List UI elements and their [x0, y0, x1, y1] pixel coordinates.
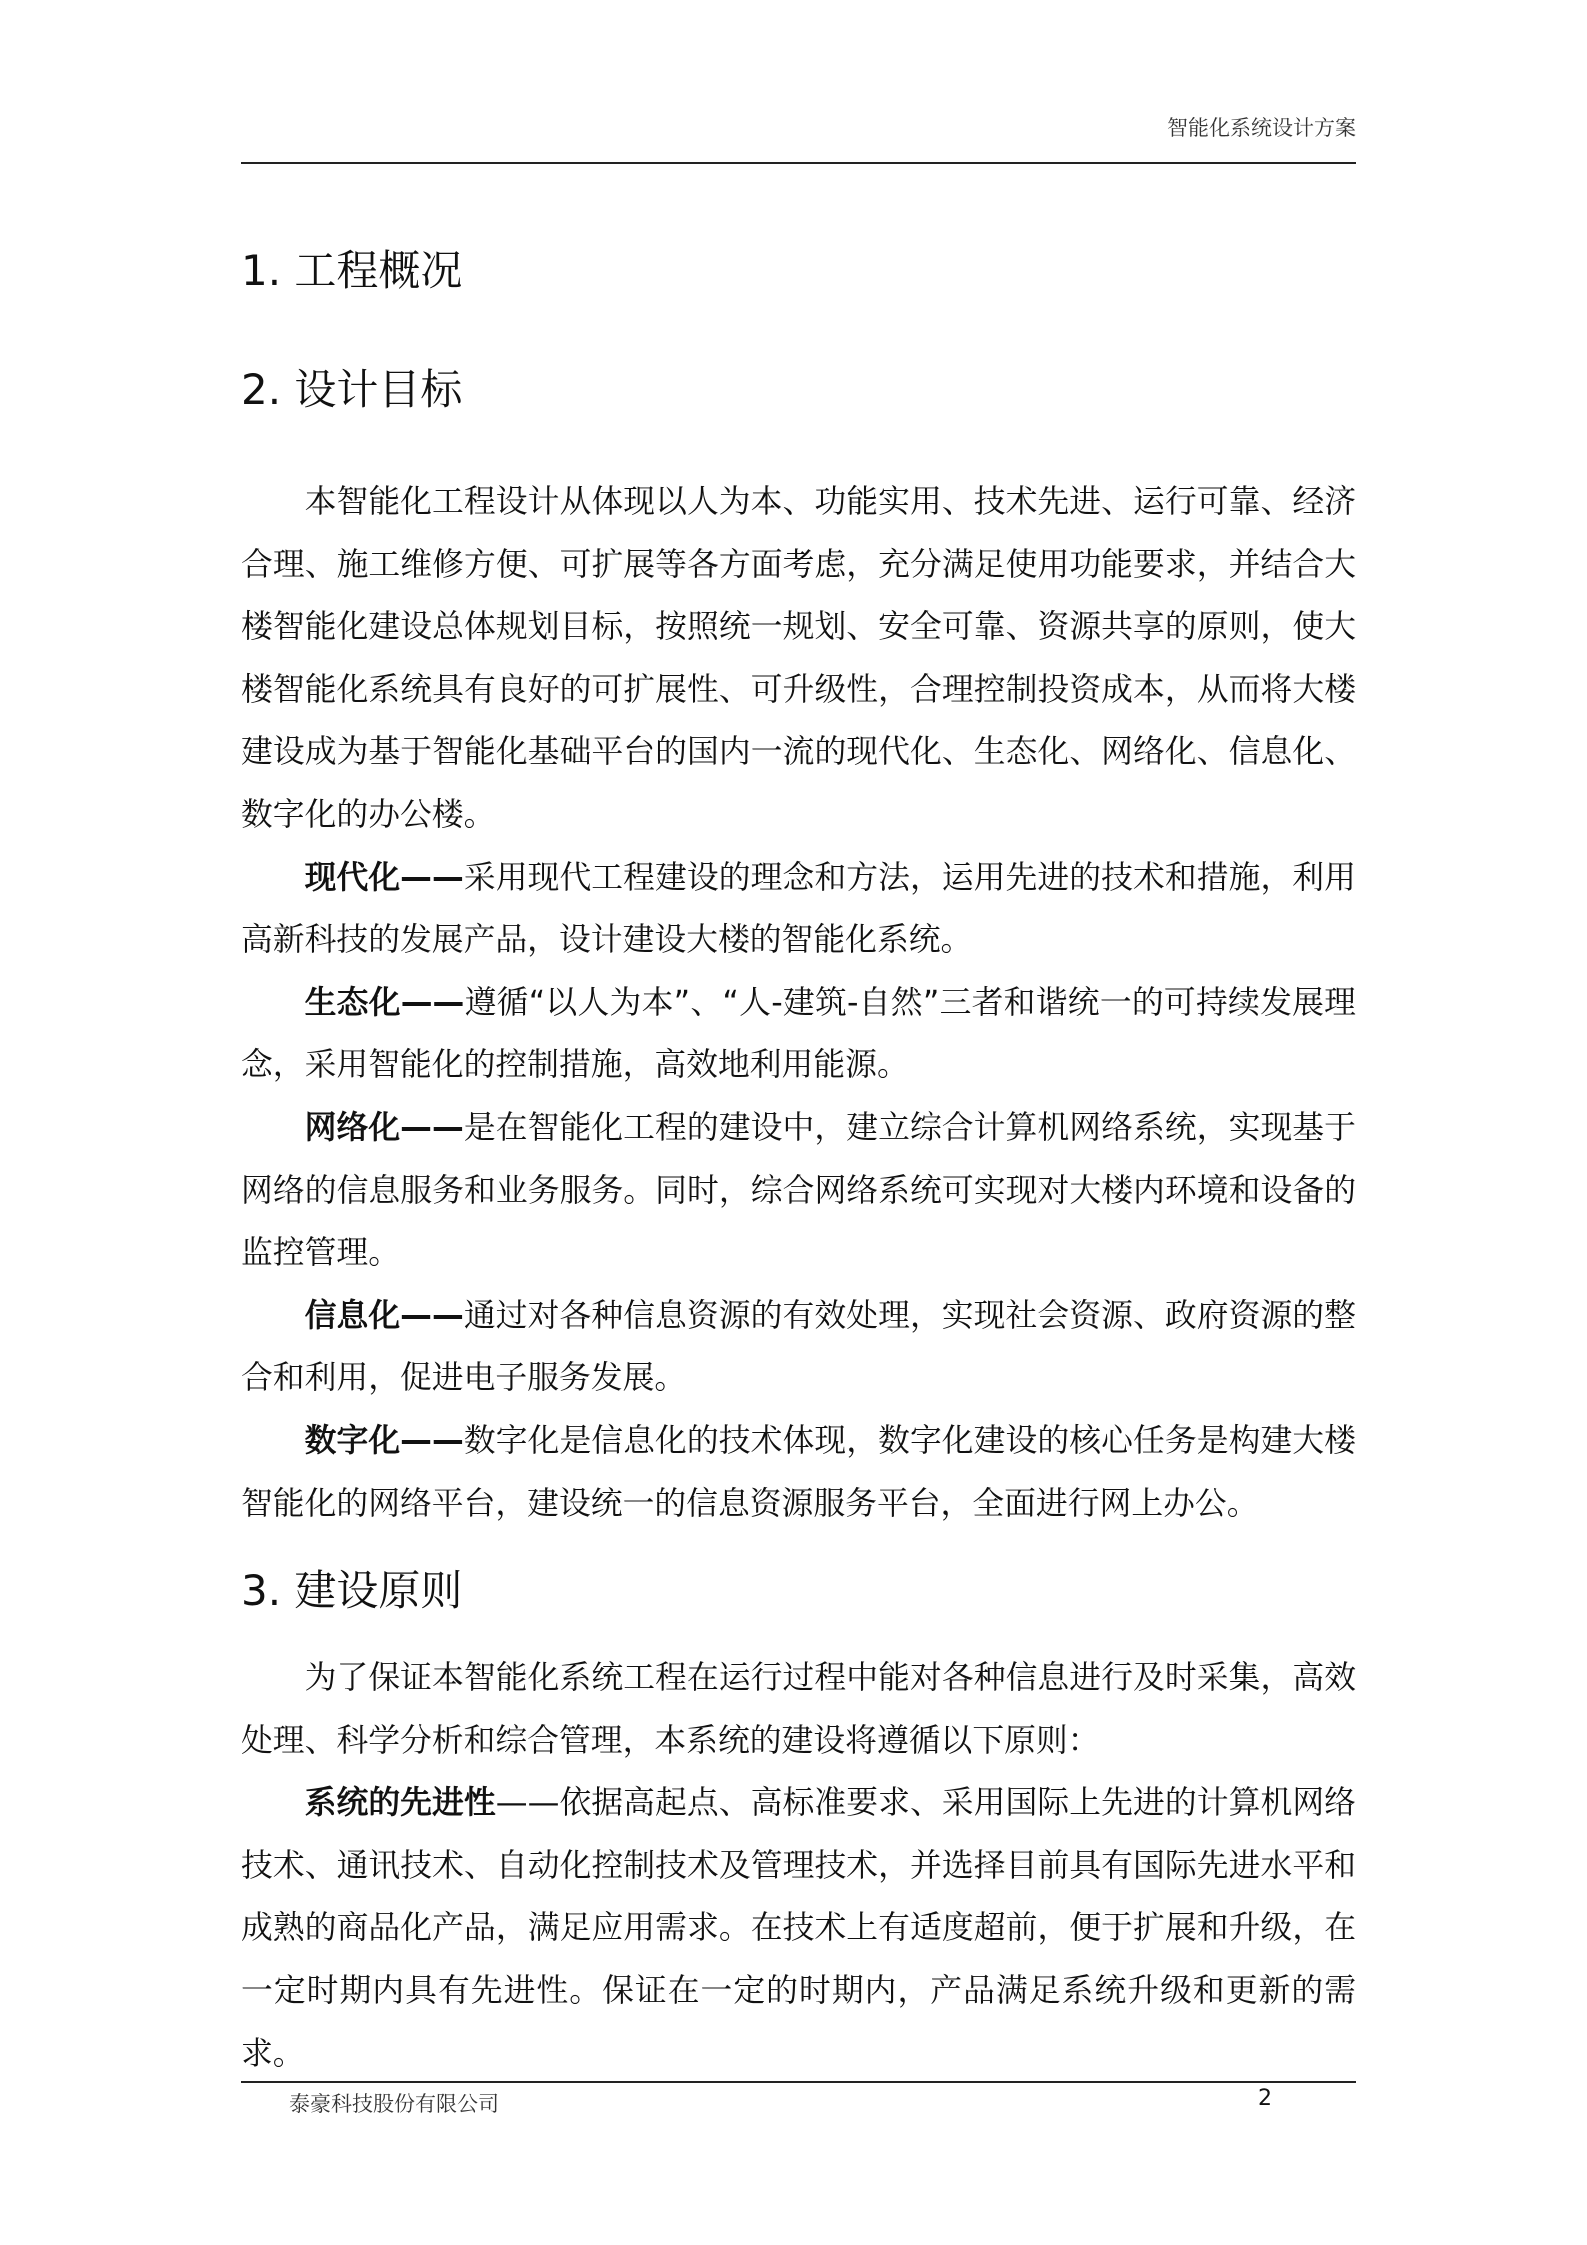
- page-number: 2: [1258, 2086, 1272, 2111]
- paragraph-text: 遵循“以人为本”、“人-建筑-自然”三者和谐统一的可持续发展理念，采用智能化的控制措施，高效地利用能源。: [241, 983, 1356, 1084]
- paragraph-text: 通过对各种信息资源的有效处理，实现社会资源、政府资源的整合和利用，促进电子服务发展。: [241, 1296, 1356, 1397]
- paragraph-text: 是在智能化工程的建设中，建立综合计算机网络系统，实现基于网络的信息服务和业务服务。同时，综合网络系统可实现对大楼内环境和设备的监控管理。: [241, 1108, 1356, 1272]
- paragraph: 本智能化工程设计从体现以人为本、功能实用、技术先进、运行可靠、经济合理、施工维修方便、可扩展等各方面考虑，充分满足使用功能要求，并结合大楼智能化建设总体规划目标，按照统一规划、安全可靠、资源共享的原则，使大楼智能化系统具有良好的可扩展性、可升级性，合理控制投资成本，从而将大楼建设成为基于智能化基础平台的国内一流的现代化、生态化、网络化、信息化、数字化的办公楼。: [241, 483, 1356, 833]
- paragraph-lead: 现代化——: [304, 858, 464, 896]
- paragraph-modernization: [241, 847, 1356, 972]
- paragraph-text: ——依据高起点、高标准要求、采用国际上先进的计算机网络技术、通讯技术、自动化控制技术及管理技术，并选择目前具有国际先进水平和成熟的商品化产品，满足应用需求。在技术上有适度超前，便于扩展和升级，在一定时期内具有先进性。保证在一定的时期内，产品满足系统升级和更新的需求。: [241, 1784, 1356, 2072]
- paragraph-ecology: [241, 972, 1356, 1097]
- paragraph-text: 采用现代工程建设的理念和方法，运用先进的技术和措施，利用高新科技的发展产品，设计建设大楼的智能化系统。: [241, 858, 1356, 959]
- paragraph: 为了保证本智能化系统工程在运行过程中能对各种信息进行及时采集，高效处理、科学分析和综合管理，本系统的建设将遵循以下原则：: [241, 1659, 1356, 1759]
- paragraph-informatization: [241, 1285, 1356, 1410]
- footer-company: 泰豪科技股份有限公司: [289, 2092, 499, 2116]
- paragraph-lead: 生态化——: [304, 983, 465, 1021]
- paragraph-lead: 系统的先进性: [304, 1784, 496, 1822]
- paragraph-digitalization: [241, 1410, 1356, 1535]
- paragraph-lead: 信息化——: [304, 1296, 464, 1334]
- paragraph-networking: [241, 1097, 1356, 1285]
- header-divider: [241, 162, 1356, 164]
- paragraph-lead: 数字化——: [304, 1421, 464, 1459]
- section-heading-2: 2. 设计目标: [241, 365, 463, 414]
- header-title: 智能化系统设计方案: [1167, 116, 1356, 140]
- paragraph-text: 数字化是信息化的技术体现，数字化建设的核心任务是构建大楼智能化的网络平台，建设统一的信息资源服务平台，全面进行网上办公。: [241, 1421, 1356, 1522]
- paragraph-lead: 网络化——: [304, 1108, 464, 1146]
- section-heading-3: 3. 建设原则: [241, 1566, 463, 1616]
- paragraph-advancement: [241, 1772, 1356, 2085]
- document-body: [241, 215, 1356, 2085]
- section-heading-1: 1. 工程概况: [241, 246, 463, 295]
- footer-divider: [241, 2081, 1356, 2083]
